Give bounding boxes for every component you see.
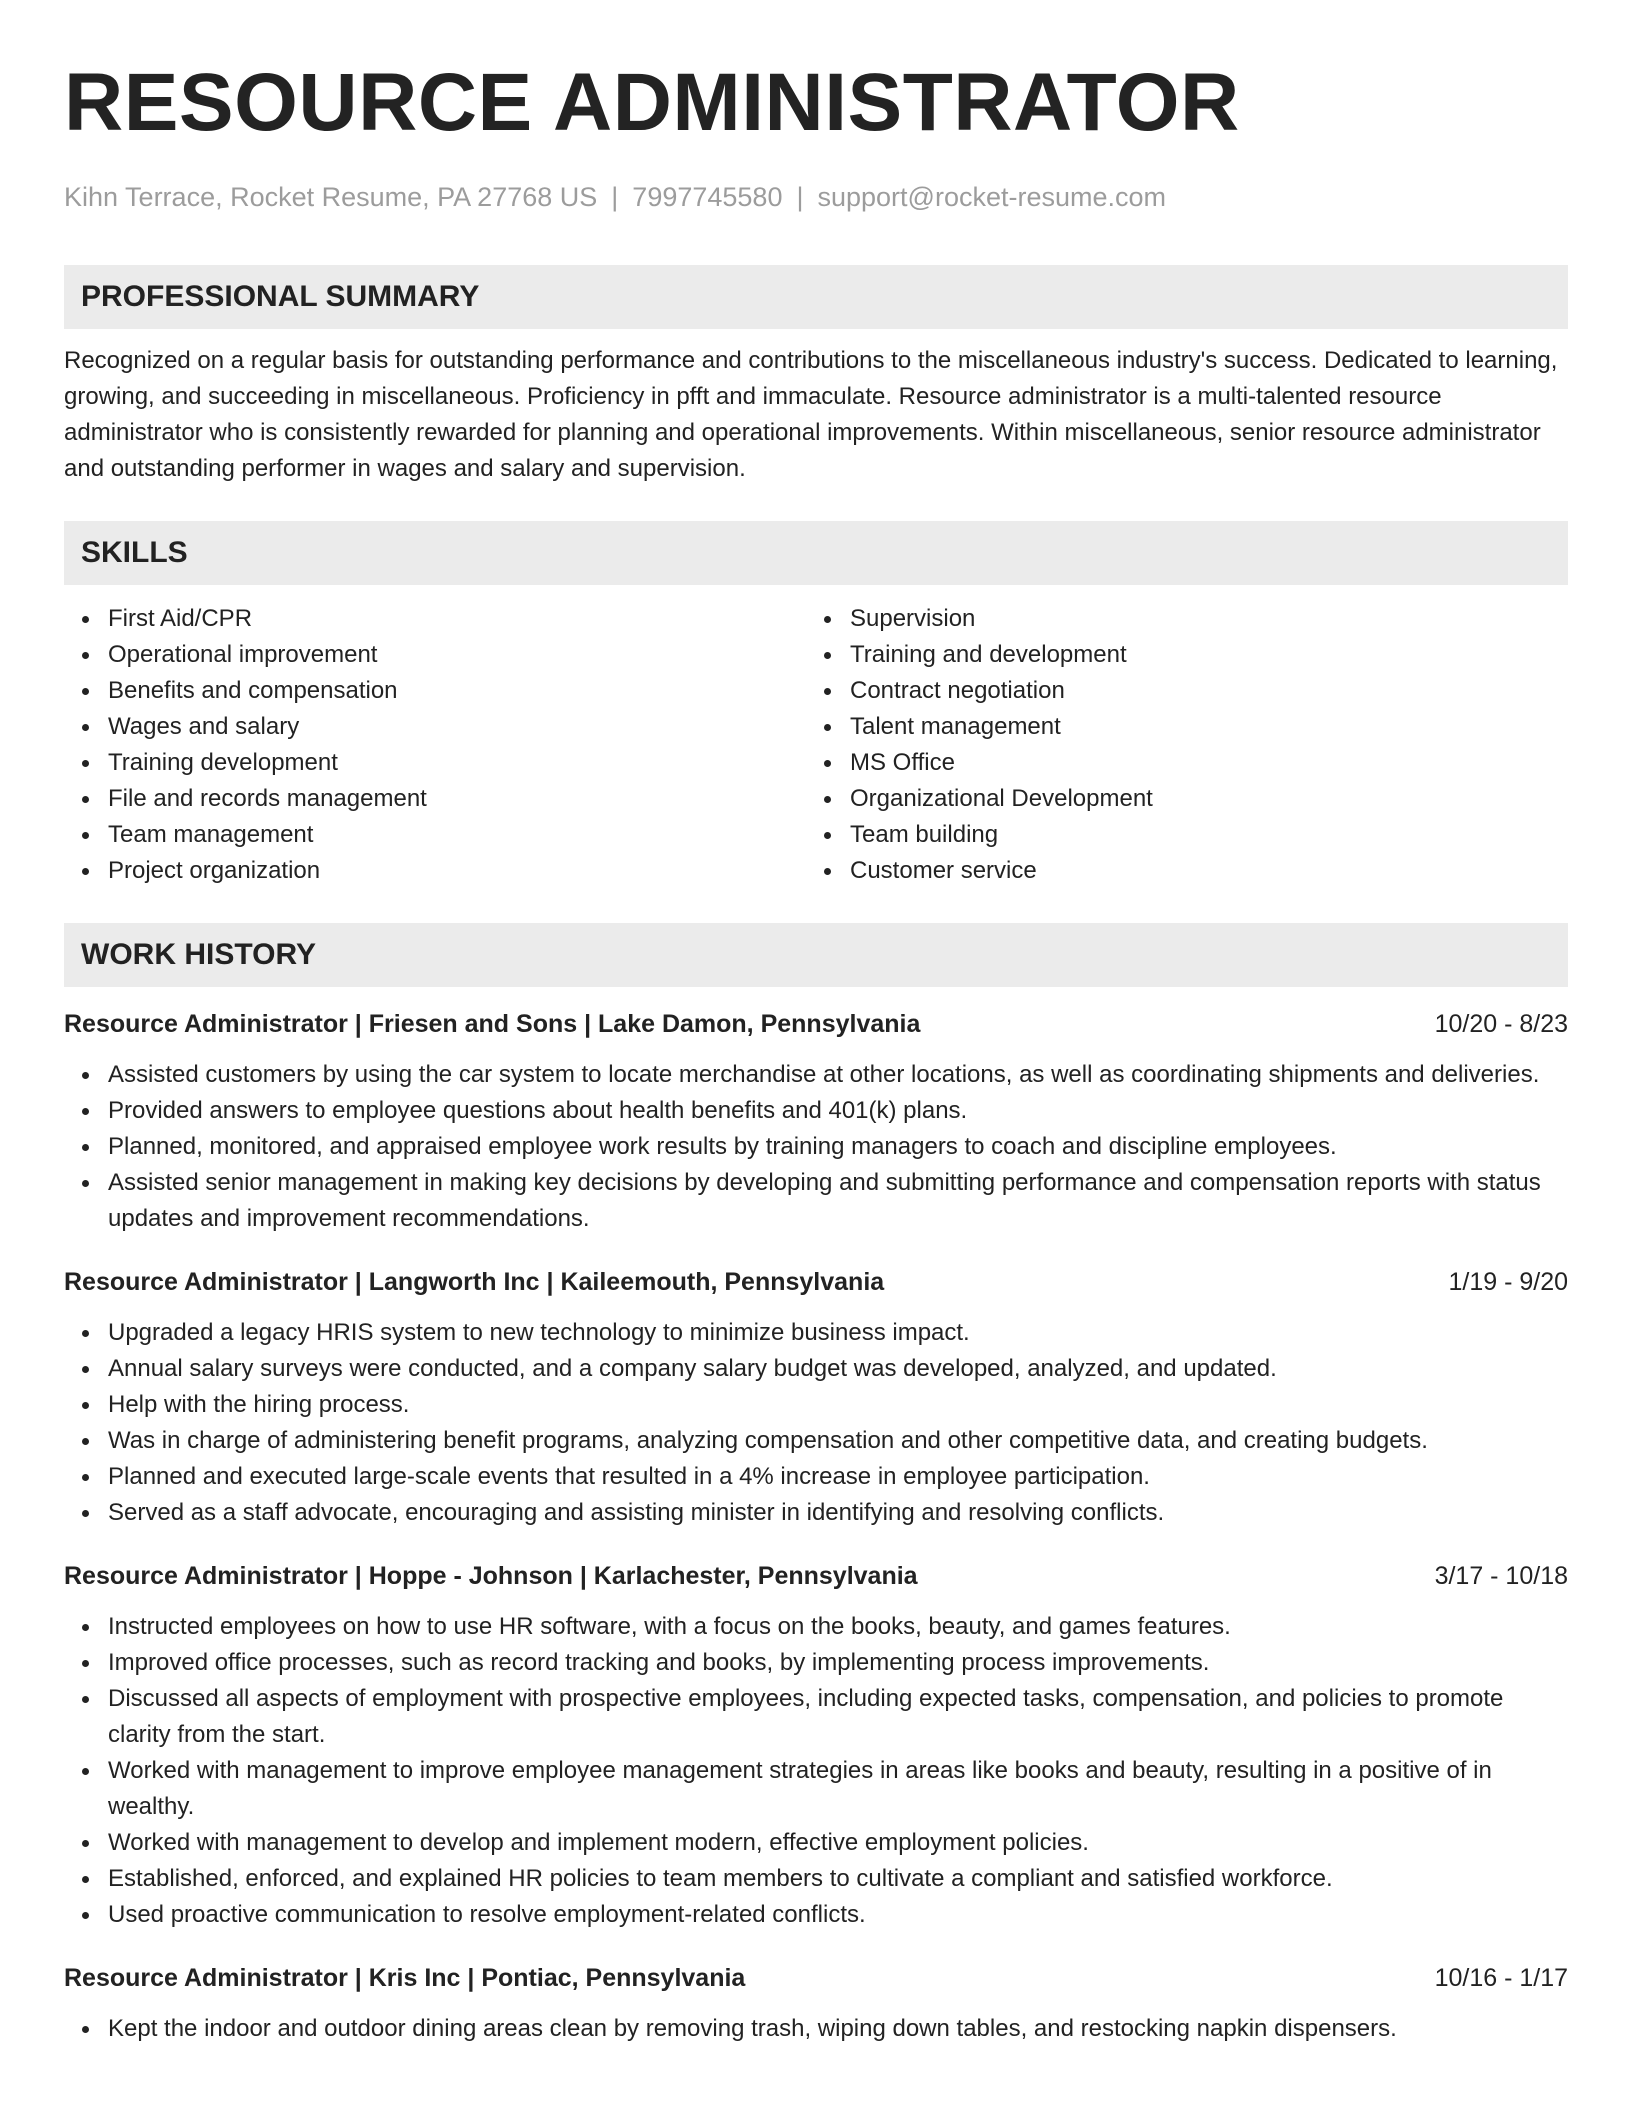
job-bullet: Worked with management to improve employee management strategies in areas like books and beauty, resulting in a positive of in wealthy. <box>108 1753 1568 1825</box>
skill-item: Wages and salary <box>108 709 806 745</box>
job-entry <box>64 1265 1568 1531</box>
contact-email: support@rocket-resume.com <box>817 182 1167 212</box>
skills-column-left <box>64 601 806 889</box>
job-dates: 3/17 - 10/18 <box>1434 1562 1568 1590</box>
section-heading-skills: SKILLS <box>64 521 1568 585</box>
skill-item: Training and development <box>850 637 1548 673</box>
job-bullet: Used proactive communication to resolve employment-related conflicts. <box>108 1897 1568 1933</box>
job-header <box>64 1559 1568 1593</box>
job-bullet: Planned, monitored, and appraised employee work results by training managers to coach and discipline employees. <box>108 1129 1568 1165</box>
job-bullet: Kept the indoor and outdoor dining areas clean by removing trash, wiping down tables, and restocking napkin dispensers. <box>108 2011 1568 2047</box>
skills-grid <box>64 601 1568 889</box>
job-dates: 1/19 - 9/20 <box>1448 1268 1568 1296</box>
job-bullet: Upgraded a legacy HRIS system to new technology to minimize business impact. <box>108 1315 1568 1351</box>
work-history-list <box>64 1007 1568 2047</box>
skill-item: File and records management <box>108 781 806 817</box>
job-bullet: Served as a staff advocate, encouraging and assisting minister in identifying and resolving conflicts. <box>108 1495 1568 1531</box>
skill-item: Team management <box>108 817 806 853</box>
job-bullet: Assisted senior management in making key decisions by developing and submitting performance and compensation reports with status updates and improvement recommendations. <box>108 1165 1568 1237</box>
job-bullet-list <box>64 1315 1568 1531</box>
job-bullet: Provided answers to employee questions about health benefits and 401(k) plans. <box>108 1093 1568 1129</box>
job-header <box>64 1961 1568 1995</box>
job-header <box>64 1265 1568 1299</box>
job-dates: 10/20 - 8/23 <box>1434 1010 1568 1038</box>
job-bullet: Improved office processes, such as record tracking and books, by implementing process improvements. <box>108 1645 1568 1681</box>
job-dates: 10/16 - 1/17 <box>1434 1964 1568 1992</box>
job-bullet-list <box>64 1057 1568 1237</box>
job-bullet: Instructed employees on how to use HR software, with a focus on the books, beauty, and games features. <box>108 1609 1568 1645</box>
contact-address: Kihn Terrace, Rocket Resume, PA 27768 US <box>64 182 598 212</box>
contact-separator: | <box>611 182 619 212</box>
job-bullet: Assisted customers by using the car system to locate merchandise at other locations, as well as coordinating shipments and deliveries. <box>108 1057 1568 1093</box>
job-bullet-list <box>64 2011 1568 2047</box>
skill-item: Organizational Development <box>850 781 1548 817</box>
skill-item: First Aid/CPR <box>108 601 806 637</box>
skill-item: Supervision <box>850 601 1548 637</box>
job-bullet: Worked with management to develop and implement modern, effective employment policies. <box>108 1825 1568 1861</box>
job-bullet: Was in charge of administering benefit programs, analyzing compensation and other competitive data, and creating budgets. <box>108 1423 1568 1459</box>
job-header <box>64 1007 1568 1041</box>
job-bullet: Discussed all aspects of employment with prospective employees, including expected tasks, compensation, and policies to promote clarity from the start. <box>108 1681 1568 1753</box>
skill-item: Benefits and compensation <box>108 673 806 709</box>
job-title: Resource Administrator | Kris Inc | Pontiac, Pennsylvania <box>64 1964 746 1992</box>
job-title: Resource Administrator | Friesen and Sons | Lake Damon, Pennsylvania <box>64 1010 921 1038</box>
job-bullet: Established, enforced, and explained HR policies to team members to cultivate a compliant and satisfied workforce. <box>108 1861 1568 1897</box>
job-bullet: Annual salary surveys were conducted, and a company salary budget was developed, analyzed, and updated. <box>108 1351 1568 1387</box>
section-heading-work-history: WORK HISTORY <box>64 923 1568 987</box>
job-title: Resource Administrator | Langworth Inc | Kaileemouth, Pennsylvania <box>64 1268 885 1296</box>
skill-item: Training development <box>108 745 806 781</box>
contact-phone: 7997745580 <box>632 182 783 212</box>
contact-line <box>64 180 1568 214</box>
skill-item: Talent management <box>850 709 1548 745</box>
job-title: Resource Administrator | Hoppe - Johnson | Karlachester, Pennsylvania <box>64 1562 918 1590</box>
skill-item: MS Office <box>850 745 1548 781</box>
skill-item: Operational improvement <box>108 637 806 673</box>
skill-item: Project organization <box>108 853 806 889</box>
contact-separator: | <box>796 182 804 212</box>
skill-item: Team building <box>850 817 1548 853</box>
job-bullet: Planned and executed large-scale events that resulted in a 4% increase in employee participation. <box>108 1459 1568 1495</box>
skill-item: Contract negotiation <box>850 673 1548 709</box>
job-entry <box>64 1007 1568 1237</box>
job-bullet: Help with the hiring process. <box>108 1387 1568 1423</box>
skills-column-right <box>806 601 1548 889</box>
candidate-name: RESOURCE ADMINISTRATOR <box>64 57 1240 148</box>
job-entry <box>64 1559 1568 1933</box>
job-bullet-list <box>64 1609 1568 1933</box>
summary-text: Recognized on a regular basis for outstanding performance and contributions to the miscellaneous industry's success. Dedicated to learning, growing, and succeeding in miscellaneous. Proficiency in pfft and immaculate. Resource administrator is a multi-talented resource administrator who is consistently rewarded for planning and operational improvements. Within miscellaneous, senior resource administrator and outstanding performer in wages and salary and supervision. <box>64 347 1558 482</box>
skill-item: Customer service <box>850 853 1548 889</box>
section-heading-summary: PROFESSIONAL SUMMARY <box>64 265 1568 329</box>
job-entry <box>64 1961 1568 2047</box>
